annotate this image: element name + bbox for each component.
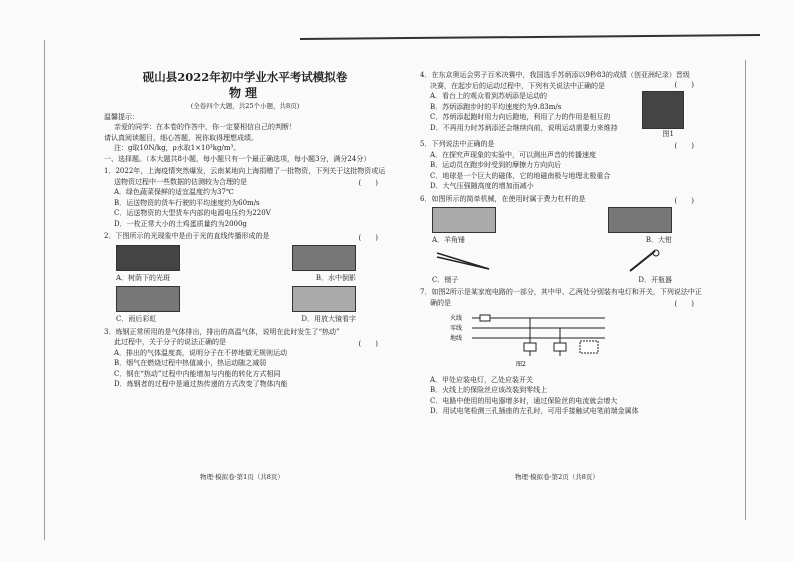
- q2-photo-b: [292, 245, 356, 271]
- q7-option-d[interactable]: D．用试电笔检测三孔插座的左孔时，可用手接触试电笔前端金属体: [430, 407, 639, 415]
- q1-option-b[interactable]: B．运送物资的货车行驶的平均速度约为60m/s: [114, 198, 260, 207]
- q2-photo-d: [292, 286, 356, 312]
- q1-stem: 1．2022年，上海疫情突然爆发，云南某地向上海捐赠了一批物资，下列关于这批物资或运: [104, 167, 386, 175]
- section-1-heading: 一、选择题。（本大题共8小题，每小题只有一个最正确选项，每小题3分，满分24分）: [104, 154, 371, 163]
- q3-option-c[interactable]: C．钢在“热动”过程中内能增加与内能的转化方式相同: [114, 369, 281, 378]
- q1-option-c[interactable]: C．运送物资的大型货车内部的电源电压约为220V: [114, 209, 271, 217]
- q1-answer-paren[interactable]: ( ): [358, 179, 378, 187]
- q7-option-b[interactable]: B．火线上的保险丝应该改装到零线上: [430, 386, 548, 394]
- question-5: [420, 139, 702, 192]
- q7-figure-label: 图2: [516, 361, 526, 368]
- q7-answer-paren[interactable]: ( ): [674, 300, 694, 308]
- q2-images-row2: [116, 286, 356, 312]
- q6-caption-b[interactable]: B．大钳: [645, 236, 672, 244]
- wire-label-ground: 地线: [450, 335, 463, 342]
- q6-stem: 6．如图所示的简单机械，在使用时属于费力杠杆的是: [420, 194, 586, 203]
- q2-caption-d[interactable]: D．用放大镜看字: [301, 315, 356, 323]
- q2-caption-a[interactable]: A．树荫下的光斑: [116, 273, 171, 282]
- q6-tweezers-image: [432, 249, 494, 273]
- q2-photo-c: [116, 286, 180, 312]
- footer-right: 物理·模拟卷·第2页（共8页）: [515, 473, 599, 481]
- q6-images-row1: [432, 207, 672, 233]
- exam-note: (全卷四个大题，共25个小题，共8页): [190, 102, 300, 110]
- top-rule: [300, 34, 760, 40]
- q1-option-d[interactable]: D．一枚正常大小的土鸡蛋质量约为2000g: [114, 219, 247, 228]
- q7-stem: 7．如图2所示是某家庭电路的一部分，其中甲、乙两处分别装有电灯和开关，下列说法中正: [420, 288, 702, 296]
- q2-captions-row1: [116, 273, 356, 284]
- q6-caption-d[interactable]: D．开瓶器: [638, 275, 672, 284]
- footer-left: 物理·模拟卷·第1页（共8页）: [200, 473, 284, 481]
- q6-bottle-opener-image: [610, 249, 672, 273]
- q3-stem: 3．炼钢正常所用的是气体排出，排出的高温气体，说明在此时发生了“热动”: [104, 327, 340, 336]
- q6-pliers-image: [608, 207, 672, 233]
- tips-label: 温馨提示：: [104, 112, 139, 121]
- q2-answer-paren[interactable]: ( ): [358, 234, 378, 242]
- q6-captions-row2: [432, 275, 672, 286]
- wire-label-live: 火线: [450, 315, 463, 322]
- q4-figure-label: 图1: [662, 130, 674, 138]
- q2-stem: 2．下图所示的光现象中是由于光的直线传播形成的是: [104, 232, 270, 240]
- q3-stem-2: 此过程中，关于分子的说法正确的是: [114, 338, 226, 346]
- q7-circuit-diagram: [450, 311, 610, 369]
- question-3: [104, 327, 386, 390]
- right-column: [420, 70, 702, 417]
- q6-hammer-image: [432, 207, 496, 233]
- wire-label-neutral: 零线: [450, 325, 463, 332]
- q3-answer-paren[interactable]: ( ): [358, 339, 378, 348]
- component-yi: [554, 343, 566, 351]
- q6-caption-a[interactable]: A．羊角锤: [432, 236, 466, 244]
- q4-stem-2: 决赛，在起步后的运动过程中，下列有关说法中正确的是: [430, 81, 605, 90]
- question-2: [104, 231, 386, 325]
- q6-images-row2: [432, 249, 672, 273]
- q4-option-b[interactable]: B．苏炳添跑步时的平均速度约为9.83m/s: [430, 102, 562, 111]
- q4-stem: 4．在东京奥运会男子百米决赛中，我国选手苏炳添以9秒83的成绩（创亚洲纪录）晋级: [420, 71, 690, 79]
- question-6: [420, 194, 702, 286]
- q5-option-d[interactable]: D．大气压强随高度的增加而减小: [430, 182, 534, 190]
- q2-photo-a: [116, 245, 180, 271]
- q7-stem-2: 确的是: [430, 298, 451, 307]
- q7-option-a[interactable]: A．甲处应装电灯，乙处应装开关: [430, 375, 534, 384]
- socket: [580, 341, 598, 353]
- q4-option-a[interactable]: A．看台上的观众看到苏炳添是运动的: [430, 92, 548, 100]
- q5-stem: 5．下列说法中正确的是: [420, 140, 495, 148]
- greeting-2: 请认真阅读题目，细心答题，祝你取得理想成绩。: [104, 133, 258, 142]
- fuse: [480, 315, 490, 321]
- right-margin-line: [745, 60, 746, 520]
- given-constants: 注：g取10N/kg，ρ水取1×10³kg/m³。: [114, 144, 241, 152]
- q5-option-b[interactable]: B．运动员在跑步时受到的摩擦力方向向后: [430, 161, 562, 169]
- question-4: [420, 70, 702, 138]
- q4-figure-photo: [642, 91, 684, 129]
- q1-option-a[interactable]: A．绿色蔬菜保鲜的适宜温度约为37℃: [114, 188, 234, 196]
- q7-option-c[interactable]: C．电路中使用的用电器增多时，通过保险丝的电流就会增大: [430, 396, 618, 405]
- q6-caption-c[interactable]: C．镊子: [432, 275, 459, 284]
- q2-captions-row2: [116, 314, 356, 325]
- exam-subject: 物理: [228, 86, 261, 100]
- q6-answer-paren[interactable]: ( ): [674, 196, 694, 205]
- q2-images-row1: [116, 245, 356, 271]
- q5-answer-paren[interactable]: ( ): [674, 142, 694, 150]
- binding-line: [44, 40, 45, 540]
- greeting: 亲爱的同学：在本卷的作答中，你一定要相信自己的判断！: [114, 123, 296, 131]
- q5-option-c[interactable]: C．地球是一个巨大的磁体，它的地磁南极与地理北极重合: [430, 171, 611, 180]
- q2-caption-b[interactable]: B．水中倒影: [315, 273, 356, 282]
- q4-option-d[interactable]: D．不再用力时苏炳添还会继续向前，说明运动需要力来维持: [430, 123, 618, 132]
- component-jia: [524, 343, 536, 351]
- q4-option-c[interactable]: C．苏炳添起跑时用力向后蹬地，利用了力的作用是相互的: [430, 113, 611, 121]
- question-1: [104, 166, 386, 229]
- q1-stem-2: 送物资过程中一些数据的估测较为合理的是: [114, 177, 247, 186]
- exam-title: 砚山县2022年初中学业水平考试模拟卷: [142, 70, 348, 84]
- q4-options: [420, 91, 702, 138]
- q6-captions-row1: [432, 235, 672, 246]
- q3-option-a[interactable]: A．排出的气体温度高，说明分子在不停地做无规则运动: [114, 348, 288, 357]
- question-7: [420, 287, 702, 417]
- q4-answer-paren[interactable]: ( ): [674, 81, 694, 89]
- q3-option-b[interactable]: B．烟气在燃烧过程中热值减小，热运动随之减弱: [114, 359, 267, 367]
- left-column: [104, 70, 386, 390]
- q3-option-d[interactable]: D．炼钢者的过程中是通过热传递的方式改变了物体内能: [114, 380, 288, 388]
- q5-option-a[interactable]: A．在探究声现象的实验中，可以测出声音的传播速度: [430, 150, 597, 159]
- q2-caption-c[interactable]: C．雨后彩虹: [116, 315, 157, 323]
